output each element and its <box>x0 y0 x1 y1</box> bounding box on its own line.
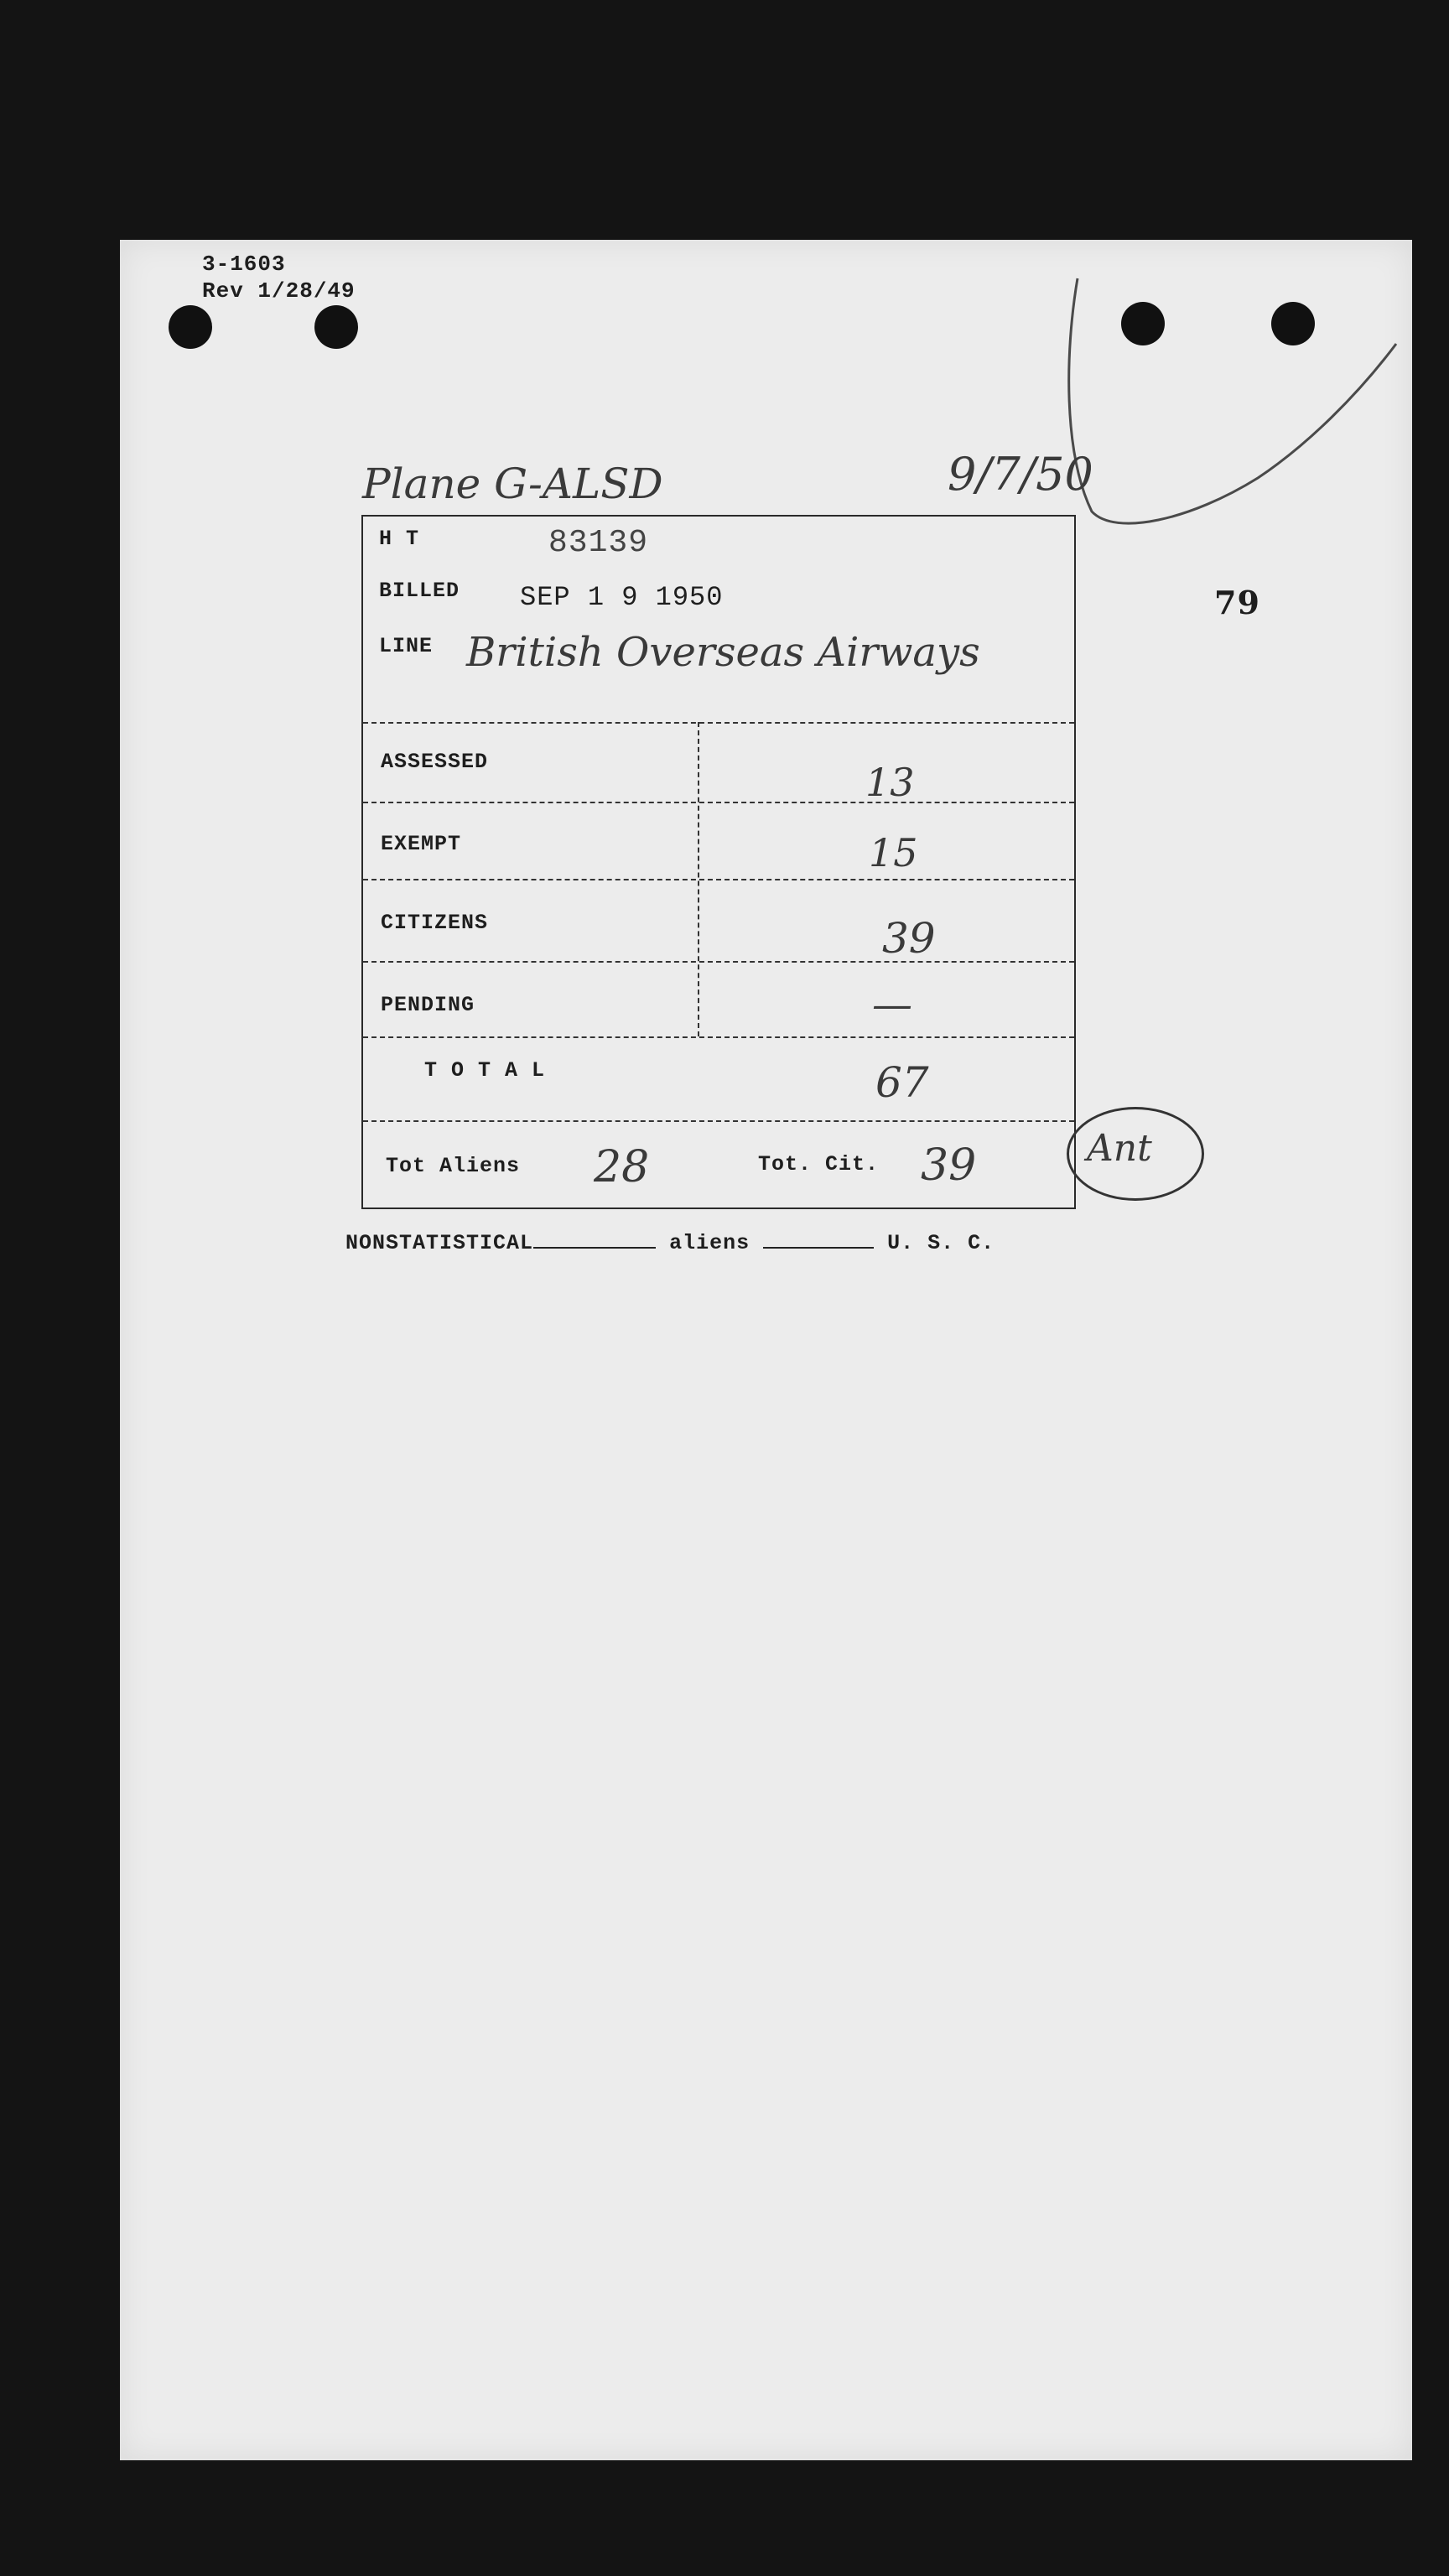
tot-cit-value: 39 <box>921 1140 977 1191</box>
tot-cit-label: Tot. Cit. <box>758 1152 880 1176</box>
billed-date-stamp: SEP 1 9 1950 <box>520 582 724 613</box>
revision-date: Rev 1/28/49 <box>202 278 356 304</box>
pending-label: PENDING <box>381 993 475 1017</box>
assessed-value: 13 <box>865 760 915 805</box>
form-code: 3-1603 <box>202 252 286 277</box>
pencil-stroke <box>1040 268 1409 537</box>
tot-aliens-value: 28 <box>594 1142 650 1192</box>
tot-aliens-label: Tot Aliens <box>386 1154 521 1178</box>
date-handwritten: 9/7/50 <box>948 448 1093 501</box>
punch-hole <box>314 305 358 349</box>
assessed-label: ASSESSED <box>381 750 489 774</box>
citizens-value: 39 <box>882 914 936 963</box>
nonstatistical-blank <box>533 1247 656 1249</box>
punch-hole <box>169 305 212 349</box>
page-number: 79 <box>1214 584 1260 621</box>
plane-id-handwritten: Plane G-ALSD <box>362 460 663 508</box>
aliens-label: aliens <box>669 1231 750 1255</box>
passenger-form <box>361 515 1076 1209</box>
total-label: T O T A L <box>424 1058 546 1083</box>
nonstatistical-line <box>345 1231 995 1255</box>
total-value: 67 <box>875 1058 929 1107</box>
exempt-value: 15 <box>869 830 918 875</box>
usc-label: U. S. C. <box>887 1231 995 1255</box>
citizens-label: CITIZENS <box>381 911 489 935</box>
exempt-label: EXEMPT <box>381 832 462 856</box>
ht-label: H T <box>379 527 420 551</box>
pending-value: — <box>872 981 912 1028</box>
line-name-handwritten: British Overseas Airways <box>466 629 980 676</box>
billed-label: BILLED <box>379 579 460 603</box>
line-label: LINE <box>379 634 434 658</box>
nonstatistical-label: NONSTATISTICAL <box>345 1231 534 1255</box>
ht-number: 83139 <box>548 525 649 561</box>
initials-handwritten: Ant <box>1087 1127 1152 1170</box>
usc-blank <box>763 1247 874 1249</box>
